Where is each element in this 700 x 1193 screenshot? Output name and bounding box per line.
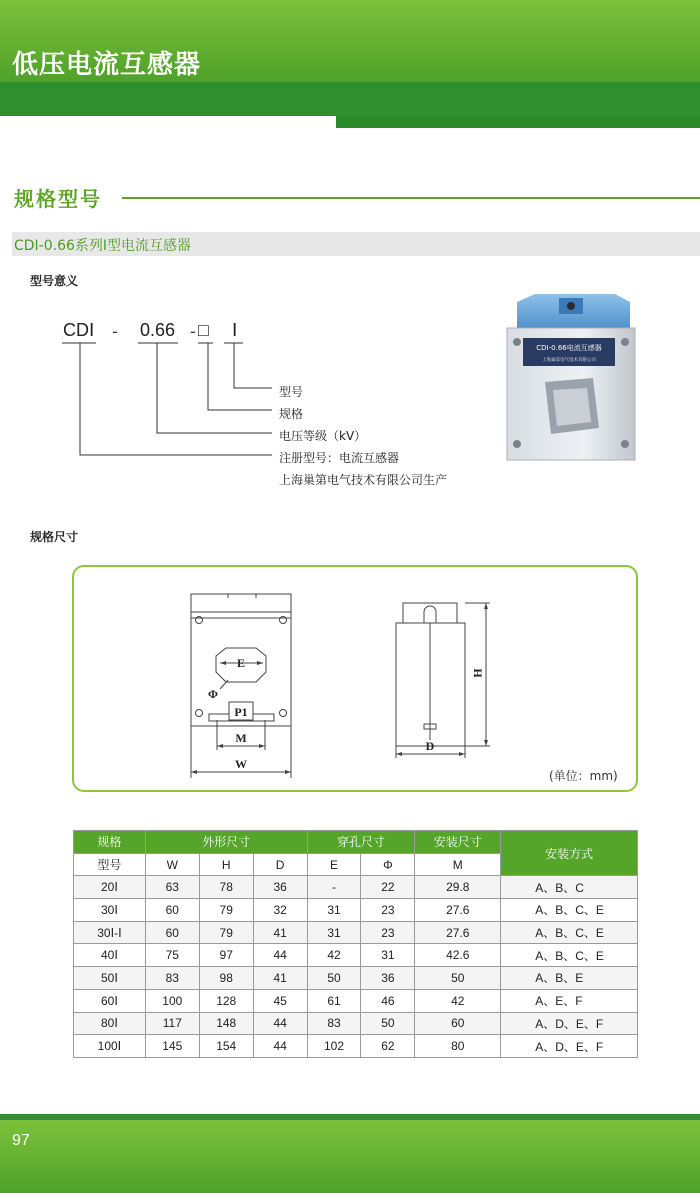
th-outline: 外形尺寸 [145,831,307,854]
unit-label: (单位：mm) [549,769,618,783]
table-cell: 44 [253,1035,307,1058]
table-cell: 29.8 [415,876,501,899]
th-hole: 穿孔尺寸 [307,831,415,854]
table-cell: 40Ⅰ [74,944,146,967]
table-cell: 45 [253,989,307,1012]
table-cell: 145 [145,1035,199,1058]
photo-label-line1: CDI-0.66电流互感器 [536,344,602,352]
table-row [74,1035,638,1058]
legend-manufacturer: 上海巢第电气技术有限公司生产 [279,473,448,487]
table-cell: 75 [145,944,199,967]
table-cell: 20Ⅰ [74,876,146,899]
th-install-method: 安装方式 [501,831,638,876]
table-cell: 42 [307,944,361,967]
table-cell: A、D、E、F [501,1035,638,1058]
th-M: M [415,853,501,876]
table-cell: 44 [253,944,307,967]
table-cell: 80Ⅰ [74,1012,146,1035]
th-H: H [199,853,253,876]
page-number: 97 [12,1132,30,1149]
table-cell: 60 [415,1012,501,1035]
table-cell: 78 [199,876,253,899]
dim-label-M: M [235,731,247,745]
table-cell: 31 [307,921,361,944]
model-code-prefix: CDⅠ [63,320,95,340]
table-cell: 50 [307,967,361,990]
footer-band [0,1114,700,1193]
table-row [74,1012,638,1035]
table-cell: 154 [199,1035,253,1058]
legend-spec: 规格 [279,407,304,421]
table-cell: 42 [415,989,501,1012]
table-cell: 23 [361,899,415,922]
table-cell: 60Ⅰ [74,989,146,1012]
table-cell: A、E、F [501,989,638,1012]
table-cell: 32 [253,899,307,922]
table-cell: 36 [361,967,415,990]
table-cell: 128 [199,989,253,1012]
page-title: 低压电流互感器 [12,50,202,80]
series-label: CDI-0.66系列Ⅰ型电流互感器 [14,238,192,254]
th-phi: Φ [361,853,415,876]
table-row [74,921,638,944]
model-code-dash-1: - [112,322,118,341]
table-cell: A、B、C、E [501,899,638,922]
dim-label-H: H [471,668,485,678]
table-cell: 31 [307,899,361,922]
table-cell: - [307,876,361,899]
table-cell: 46 [361,989,415,1012]
spec-table [73,830,638,1058]
table-cell: 23 [361,921,415,944]
table-cell: 42.6 [415,944,501,967]
table-cell: 41 [253,967,307,990]
table-cell: 60 [145,899,199,922]
table-cell: 61 [307,989,361,1012]
table-cell: 60 [145,921,199,944]
th-W: W [145,853,199,876]
table-cell: 62 [361,1035,415,1058]
table-cell: 41 [253,921,307,944]
dim-label-P1: P1 [234,705,248,719]
dimension-drawing [0,560,700,800]
table-cell: 117 [145,1012,199,1035]
table-cell: 31 [361,944,415,967]
product-photo [495,290,645,470]
table-cell: 80 [415,1035,501,1058]
table-cell: 27.6 [415,921,501,944]
table-cell: 50Ⅰ [74,967,146,990]
table-cell: A、B、C、E [501,921,638,944]
dim-label-D: D [425,739,435,753]
table-cell: A、B、C [501,876,638,899]
dim-label-phi: Φ [208,687,218,701]
model-meaning-heading: 型号意义 [30,274,79,288]
table-cell: A、D、E、F [501,1012,638,1035]
th-E: E [307,853,361,876]
model-code-spec: □ [198,320,209,340]
th-model: 型号 [74,853,146,876]
table-cell: 97 [199,944,253,967]
table-cell: 98 [199,967,253,990]
table-row [74,944,638,967]
table-cell: 83 [145,967,199,990]
table-cell: A、B、E [501,967,638,990]
table-cell: 79 [199,921,253,944]
table-cell: 27.6 [415,899,501,922]
table-cell: 30Ⅰ [74,899,146,922]
th-D: D [253,853,307,876]
table-row [74,989,638,1012]
model-code-dash-2: - [190,322,196,341]
table-cell: 63 [145,876,199,899]
model-code-voltage: 0.66 [140,320,176,340]
photo-label-line2: 上海巢第电气技术有限公司 [542,358,596,363]
table-cell: 30Ⅰ-Ⅰ [74,921,146,944]
th-spec: 规格 [74,831,146,854]
dimensions-heading: 规格尺寸 [30,530,79,544]
table-cell: A、B、C、E [501,944,638,967]
dim-label-E: E [236,656,246,670]
table-cell: 100Ⅰ [74,1035,146,1058]
legend-model: 型号 [279,385,304,399]
table-row [74,876,638,899]
table-cell: 22 [361,876,415,899]
table-group-header-row [74,831,638,854]
page-footer [0,1114,700,1193]
table-cell: 102 [307,1035,361,1058]
table-cell: 44 [253,1012,307,1035]
section-title: 规格型号 [14,187,102,211]
legend-voltage: 电压等级（kV） [279,429,367,443]
table-cell: 50 [361,1012,415,1035]
table-cell: 100 [145,989,199,1012]
table-cell: 83 [307,1012,361,1035]
table-cell: 50 [415,967,501,990]
table-row [74,967,638,990]
dim-label-W: W [235,757,247,771]
spec-table-body [74,876,638,1058]
table-cell: 79 [199,899,253,922]
table-cell: 36 [253,876,307,899]
legend-registered: 注册型号：电流互感器 [279,451,400,465]
table-row [74,899,638,922]
table-cell: 148 [199,1012,253,1035]
th-install-size: 安装尺寸 [415,831,501,854]
model-code-type: Ⅰ [232,320,238,340]
